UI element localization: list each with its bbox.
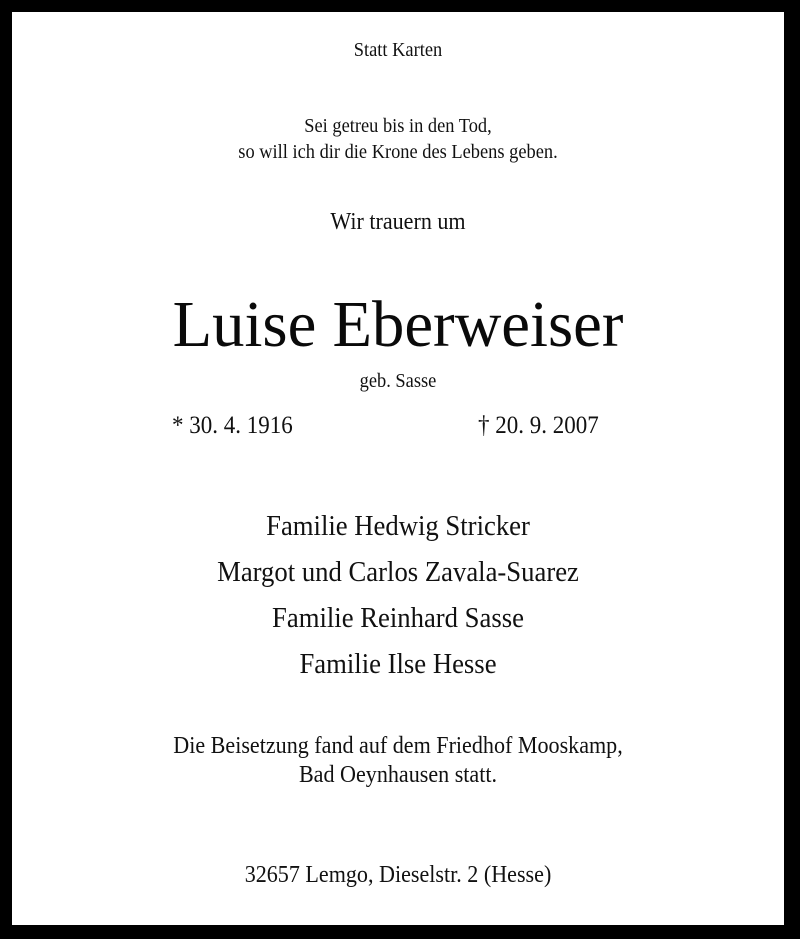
mourner-1: Familie Hedwig Stricker — [266, 510, 530, 542]
burial-info-line-1: Die Beisetzung fand auf dem Friedhof Mooskamp, — [173, 733, 623, 759]
intro-text: Wir trauern um — [330, 209, 466, 235]
maiden-name: geb. Sasse — [359, 370, 437, 392]
mourner-2: Margot und Carlos Zavala-Suarez — [217, 556, 579, 588]
deceased-name: Luise Eberweiser — [172, 288, 624, 361]
verse-line-2: so will ich dir die Krone des Lebens geben. — [238, 141, 558, 163]
birth-date: * 30. 4. 1916 — [172, 412, 293, 439]
life-dates — [12, 412, 784, 442]
address-text: 32657 Lemgo, Dieselstr. 2 (Hesse) — [244, 862, 552, 888]
obituary-notice — [12, 12, 784, 925]
verse-line-1: Sei getreu bis in den Tod, — [304, 115, 492, 137]
death-date: † 20. 9. 2007 — [478, 412, 599, 439]
mourner-4: Familie Ilse Hesse — [299, 648, 497, 680]
header-text: Statt Karten — [353, 39, 443, 61]
mourner-3: Familie Reinhard Sasse — [272, 602, 524, 634]
burial-info-line-2: Bad Oeynhausen statt. — [298, 762, 498, 788]
